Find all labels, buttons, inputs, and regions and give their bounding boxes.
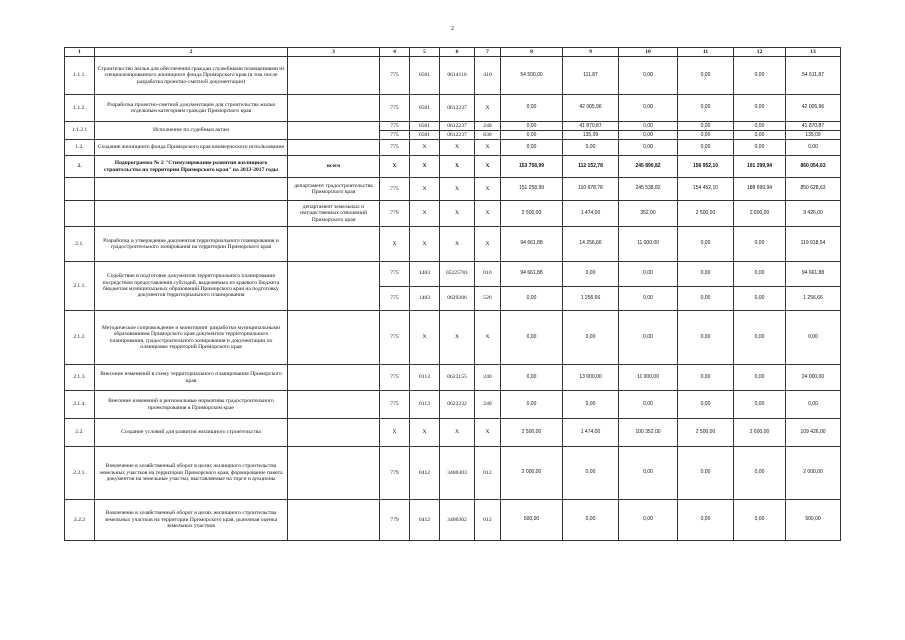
table-row xyxy=(65,447,841,500)
cell-value: 775 xyxy=(380,95,410,122)
row-number: 2.2.1. xyxy=(65,447,95,500)
column-number: 2 xyxy=(95,48,288,57)
cell-value: 240 xyxy=(475,391,501,419)
cell-value: 156 952,10 xyxy=(678,156,734,178)
row-executor: всего xyxy=(288,156,380,178)
cell-value: 1 474,00 xyxy=(563,201,619,227)
cell-value: 0,00 xyxy=(678,365,734,391)
row-number: 1.1.2.1 xyxy=(65,122,95,140)
cell-value: 0,00 xyxy=(678,500,734,541)
cell-value: 775 xyxy=(380,57,410,95)
cell-value: 860 054,63 xyxy=(786,156,841,178)
cell-value: 1403 xyxy=(418,294,431,301)
cell-value: 0,00 xyxy=(563,140,619,156)
table-row xyxy=(65,95,841,122)
column-number: 12 xyxy=(734,48,786,57)
cell-value: 779 xyxy=(380,447,410,500)
cell-value: 153 758,99 xyxy=(501,156,563,178)
cell-value: 0,00 xyxy=(734,500,786,541)
cell-value: 05225701 xyxy=(440,262,474,287)
row-description: Методическое сопровождение и мониторинг разработки муниципальными образованиями Приморского края документов территориального планирования, градостроительного зонирования и документации по планировке территорий Приморского края xyxy=(95,311,288,365)
row-description xyxy=(95,201,288,227)
program-table xyxy=(64,47,841,541)
table-row xyxy=(65,156,841,178)
cell-value: 0,00 xyxy=(754,132,765,138)
cell-value: 0,00 xyxy=(619,311,678,365)
cell-value: 0,00 xyxy=(678,262,733,287)
cell-value: 0113 xyxy=(410,365,440,391)
cell-value: 0,00 xyxy=(734,140,786,156)
split-cell xyxy=(786,262,841,311)
cell-value: 0,00 xyxy=(734,391,786,419)
split-cell xyxy=(563,262,619,311)
cell-value: 0,00 xyxy=(700,294,711,301)
cell-value: 0501 xyxy=(410,57,440,95)
row-number: 2. xyxy=(65,156,95,178)
cell-value: 830 xyxy=(483,132,492,138)
cell-value: 500,00 xyxy=(786,500,841,541)
table-row xyxy=(65,122,841,140)
cell-value: 54 500,00 xyxy=(501,57,563,95)
row-executor xyxy=(288,447,380,500)
cell-value: Х xyxy=(380,156,410,178)
row-number: 2.1. xyxy=(65,227,95,262)
split-cell xyxy=(410,122,440,140)
cell-value: 119 918,54 xyxy=(786,227,841,262)
cell-value: 0,00 xyxy=(643,132,653,138)
cell-value: 0,00 xyxy=(526,294,537,301)
cell-value: 2 500,00 xyxy=(678,201,734,227)
cell-value: 0,00 xyxy=(501,391,563,419)
row-executor xyxy=(288,419,380,447)
cell-value: 0,00 xyxy=(678,447,734,500)
cell-value: 100 352,00 xyxy=(619,419,678,447)
cell-value: 352,00 xyxy=(619,201,678,227)
cell-value: 0614116 xyxy=(440,57,475,95)
cell-value: Х xyxy=(440,419,475,447)
cell-value: 0,00 xyxy=(754,294,765,301)
cell-value: Х xyxy=(475,140,501,156)
row-description: Вовлечение в хозяйственный оборот в целях жилищного строительства земельных участков на территории Приморского края, рыночная оценка земельных участков xyxy=(95,500,288,541)
cell-value: 0,00 xyxy=(786,391,841,419)
row-executor xyxy=(288,57,380,95)
cell-value: 3400303 xyxy=(440,447,475,500)
row-number: 2.2.2 xyxy=(65,500,95,541)
table-row xyxy=(65,500,841,541)
cell-value: 1 256,66 xyxy=(580,294,601,301)
split-cell xyxy=(440,122,475,140)
table-row xyxy=(65,391,841,419)
split-cell xyxy=(619,122,678,140)
row-number: 2.1.4. xyxy=(65,391,95,419)
row-executor xyxy=(288,140,380,156)
cell-value: 0501 xyxy=(418,132,431,138)
column-number: 4 xyxy=(380,48,410,57)
cell-value: Х xyxy=(475,178,501,201)
cell-value: 775 xyxy=(380,140,410,156)
split-cell xyxy=(440,262,475,311)
row-description: Внесение изменений в региональные нормативы градостроительного проектирования в Приморском крае xyxy=(95,391,288,419)
row-executor xyxy=(288,311,380,365)
column-number: 5 xyxy=(410,48,440,57)
cell-value: 0,00 xyxy=(619,140,678,156)
column-number: 3 xyxy=(288,48,380,57)
split-cell xyxy=(563,122,619,140)
cell-value: 41 870,87 xyxy=(563,122,618,131)
cell-value: 0,00 xyxy=(678,391,734,419)
cell-value: 0,00 xyxy=(734,95,786,122)
cell-value: 779 xyxy=(380,201,410,227)
table-row xyxy=(65,365,841,391)
cell-value: 245 890,82 xyxy=(619,156,678,178)
row-number: 2.2. xyxy=(65,419,95,447)
cell-value: 0629206 xyxy=(447,294,467,301)
row-number xyxy=(65,201,95,227)
split-cell xyxy=(501,122,563,140)
cell-value: 010 xyxy=(475,262,500,287)
column-number: 11 xyxy=(678,48,734,57)
row-executor: департамент градостроительства Приморского края xyxy=(288,178,380,201)
cell-value: 0,00 xyxy=(734,262,785,287)
cell-value: 0,00 xyxy=(501,365,563,391)
cell-value: 2 000,00 xyxy=(786,447,841,500)
cell-value: 151 258,99 xyxy=(501,178,563,201)
cell-value: 0,00 xyxy=(619,447,678,500)
cell-value: 0,00 xyxy=(501,95,563,122)
cell-value: 24 000,00 xyxy=(786,365,841,391)
row-description: Разработка проектно-сметной документации для строительства жилья отдельным категориям граждан Приморского края xyxy=(95,95,288,122)
cell-value: 2 000,00 xyxy=(501,447,563,500)
cell-value: 0,00 xyxy=(619,57,678,95)
cell-value: 3400302 xyxy=(440,500,475,541)
cell-value: 0,00 xyxy=(678,95,734,122)
cell-value: 0,00 xyxy=(734,447,786,500)
cell-value: 0612237 xyxy=(447,132,467,138)
row-executor xyxy=(288,500,380,541)
cell-value: 775 xyxy=(380,262,409,287)
row-number: 1.1.2. xyxy=(65,95,95,122)
column-number: 1 xyxy=(65,48,95,57)
row-executor xyxy=(288,391,380,419)
split-cell xyxy=(410,262,440,311)
cell-value: 0,00 xyxy=(563,262,618,287)
cell-value: 0,00 xyxy=(563,311,619,365)
cell-value: 0412 xyxy=(410,447,440,500)
cell-value: 0,00 xyxy=(678,140,734,156)
table-row xyxy=(65,262,841,311)
cell-value: 0,00 xyxy=(734,311,786,365)
cell-value: 520 xyxy=(483,294,492,301)
cell-value: Х xyxy=(440,311,475,365)
table-row xyxy=(65,419,841,447)
cell-value: 245 538,82 xyxy=(619,178,678,201)
cell-value: 54 611,87 xyxy=(786,57,841,95)
row-number: 2.1.2. xyxy=(65,311,95,365)
cell-value: 410 xyxy=(475,57,501,95)
cell-value: 191 299,94 xyxy=(734,156,786,178)
cell-value: 41 870,87 xyxy=(786,122,840,131)
cell-value: Х xyxy=(475,201,501,227)
row-executor xyxy=(288,122,380,140)
cell-value: 94 661,88 xyxy=(501,227,563,262)
row-description: Исполнение по судебным актам xyxy=(95,122,288,140)
column-number: 8 xyxy=(501,48,563,57)
cell-value: 0,00 xyxy=(734,365,786,391)
cell-value: 0,00 xyxy=(619,391,678,419)
cell-value: 0,00 xyxy=(786,311,841,365)
cell-value: 0612237 xyxy=(440,95,475,122)
cell-value: 850 628,63 xyxy=(786,178,841,201)
cell-value: 112 152,78 xyxy=(563,156,619,178)
table-row xyxy=(65,178,841,201)
cell-value: 775 xyxy=(380,311,410,365)
row-description: Подпрограмма № 2 "Стимулирование развития жилищного строительства на территории Приморского края" на 2013-2017 годы xyxy=(95,156,288,178)
column-number: 13 xyxy=(786,48,841,57)
cell-value: 0,00 xyxy=(734,57,786,95)
split-cell xyxy=(380,262,410,311)
cell-value: 500,00 xyxy=(501,500,563,541)
cell-value: 109 426,00 xyxy=(786,419,841,447)
row-description: Содействие в подготовке документов территориального планирования посредством предоставления субсидий, выделяемых из краевого бюджета бюджетам муниципальных образований Приморского края на подготовку документов территориального планирования xyxy=(95,262,288,311)
cell-value: 0113 xyxy=(410,391,440,419)
row-executor xyxy=(288,365,380,391)
column-number: 7 xyxy=(475,48,501,57)
cell-value: Х xyxy=(475,419,501,447)
cell-value: 11 000,00 xyxy=(619,365,678,391)
table-row xyxy=(65,140,841,156)
row-executor xyxy=(288,95,380,122)
cell-value: 1 474,00 xyxy=(563,419,619,447)
row-description: Разработка и утверждение документов территориального планирования и градостроительного зонирования на территории Приморского края xyxy=(95,227,288,262)
row-number: 1.1.1. xyxy=(65,57,95,95)
split-cell xyxy=(475,262,501,311)
row-number: 2.1.3. xyxy=(65,365,95,391)
header-row xyxy=(65,48,841,57)
cell-value: 0,00 xyxy=(619,262,677,287)
table-row xyxy=(65,57,841,95)
cell-value: 0,00 xyxy=(678,57,734,95)
cell-value: 0,00 xyxy=(619,500,678,541)
cell-value: 779 xyxy=(380,500,410,541)
cell-value: 0,00 xyxy=(700,132,711,138)
split-cell xyxy=(380,122,410,140)
column-number: 6 xyxy=(440,48,475,57)
row-executor xyxy=(288,262,380,311)
cell-value: 775 xyxy=(380,391,410,419)
cell-value: 13 000,00 xyxy=(563,365,619,391)
column-number: 10 xyxy=(619,48,678,57)
cell-value: Х xyxy=(440,156,475,178)
split-cell xyxy=(786,122,841,140)
split-cell xyxy=(475,122,501,140)
cell-value: 0,00 xyxy=(678,311,734,365)
cell-value: Х xyxy=(380,227,410,262)
cell-value: 0,00 xyxy=(563,500,619,541)
row-executor: департамент земельных и имущественных отношений Приморского края xyxy=(288,201,380,227)
split-cell xyxy=(619,262,678,311)
cell-value: 0,00 xyxy=(734,122,785,131)
cell-value: 0,00 xyxy=(501,140,563,156)
cell-value: 0,00 xyxy=(526,132,537,138)
cell-value: 0412 xyxy=(410,500,440,541)
cell-value: Х xyxy=(410,156,440,178)
row-description: Создание жилищного фонда Приморского края коммерческого использования xyxy=(95,140,288,156)
table-row xyxy=(65,201,841,227)
row-number xyxy=(65,178,95,201)
cell-value: 2 500,00 xyxy=(501,201,563,227)
page-number: 2 xyxy=(451,26,454,32)
cell-value: 0,00 xyxy=(501,311,563,365)
cell-value: 135,09 xyxy=(805,132,821,138)
cell-value: 111,87 xyxy=(563,57,619,95)
cell-value: Х xyxy=(475,227,501,262)
cell-value: 2 600,00 xyxy=(734,419,786,447)
cell-value: 1403 xyxy=(410,262,439,287)
cell-value: Х xyxy=(380,419,410,447)
cell-value: Х xyxy=(410,140,440,156)
cell-value: 012 xyxy=(475,447,501,500)
cell-value: 154 452,10 xyxy=(678,178,734,201)
cell-value: 775 xyxy=(380,365,410,391)
cell-value: 42 005,96 xyxy=(563,95,619,122)
cell-value: 775 xyxy=(390,132,399,138)
cell-value: 0622155 xyxy=(440,365,475,391)
cell-value: 2 500,00 xyxy=(678,419,734,447)
cell-value: Х xyxy=(440,201,475,227)
cell-value: 0,00 xyxy=(678,227,734,262)
cell-value: Х xyxy=(410,419,440,447)
cell-value: 240 xyxy=(475,365,501,391)
cell-value: 188 699,94 xyxy=(734,178,786,201)
cell-value: Х xyxy=(410,311,440,365)
cell-value: Х xyxy=(475,156,501,178)
cell-value: Х xyxy=(440,178,475,201)
cell-value: 0,00 xyxy=(501,122,562,131)
cell-value: Х xyxy=(440,140,475,156)
cell-value: 14 256,66 xyxy=(563,227,619,262)
cell-value: 2 500,00 xyxy=(501,419,563,447)
row-description: Строительство жилья для обеспечения граждан служебными помещениями из специализированного жилищного фонда Приморского края (в том числе разработка проектно-сметной документации) xyxy=(95,57,288,95)
cell-value: Х xyxy=(410,178,440,201)
split-cell xyxy=(678,122,734,140)
split-cell xyxy=(501,262,563,311)
cell-value: 42 005,96 xyxy=(786,95,841,122)
cell-value: 240 xyxy=(475,122,500,131)
cell-value: 135,09 xyxy=(582,132,599,138)
cell-value: 0,00 xyxy=(678,122,733,131)
row-number: 1.2. xyxy=(65,140,95,156)
cell-value: Х xyxy=(475,95,501,122)
table-row xyxy=(65,227,841,262)
cell-value: 0622232 xyxy=(440,391,475,419)
cell-value: 94 661,88 xyxy=(786,262,840,287)
cell-value: Х xyxy=(440,227,475,262)
cell-value: 1 256,66 xyxy=(803,294,823,301)
row-executor xyxy=(288,227,380,262)
cell-value: 0,00 xyxy=(563,391,619,419)
row-description: Создание условий для развития жилищного строительства xyxy=(95,419,288,447)
cell-value: 11 000,00 xyxy=(619,227,678,262)
split-cell xyxy=(734,262,786,311)
cell-value: 94 661,88 xyxy=(501,262,562,287)
cell-value: 2 600,00 xyxy=(734,201,786,227)
cell-value: 0501 xyxy=(410,95,440,122)
cell-value: Х xyxy=(410,227,440,262)
split-cell xyxy=(678,262,734,311)
row-description: Внесение изменений в схему территориального планирования Приморского края xyxy=(95,365,288,391)
cell-value: 775 xyxy=(380,178,410,201)
cell-value: 0,00 xyxy=(563,447,619,500)
cell-value: 012 xyxy=(475,500,501,541)
split-cell xyxy=(734,122,786,140)
cell-value: 0,00 xyxy=(619,122,677,131)
cell-value: 0,00 xyxy=(734,227,786,262)
cell-value: 0,00 xyxy=(619,95,678,122)
row-description xyxy=(95,178,288,201)
cell-value: 0501 xyxy=(410,122,439,131)
cell-value: 0,00 xyxy=(643,294,653,301)
cell-value: 9 426,00 xyxy=(786,201,841,227)
cell-value: 775 xyxy=(390,294,399,301)
cell-value: 0,00 xyxy=(786,140,841,156)
row-description: Вовлечение в хозяйственный оборот в целях жилищного строительства земельных участков на территории Приморского края, формирование пакета документов на земельные участки, выставляемые на торги и аукционы xyxy=(95,447,288,500)
cell-value: 775 xyxy=(380,122,409,131)
cell-value: Х xyxy=(410,201,440,227)
table-row xyxy=(65,311,841,365)
cell-value: 110 678,78 xyxy=(563,178,619,201)
cell-value: Х xyxy=(475,311,501,365)
row-number: 2.1.1. xyxy=(65,262,95,311)
column-number: 9 xyxy=(563,48,619,57)
cell-value: 0612237 xyxy=(440,122,474,131)
